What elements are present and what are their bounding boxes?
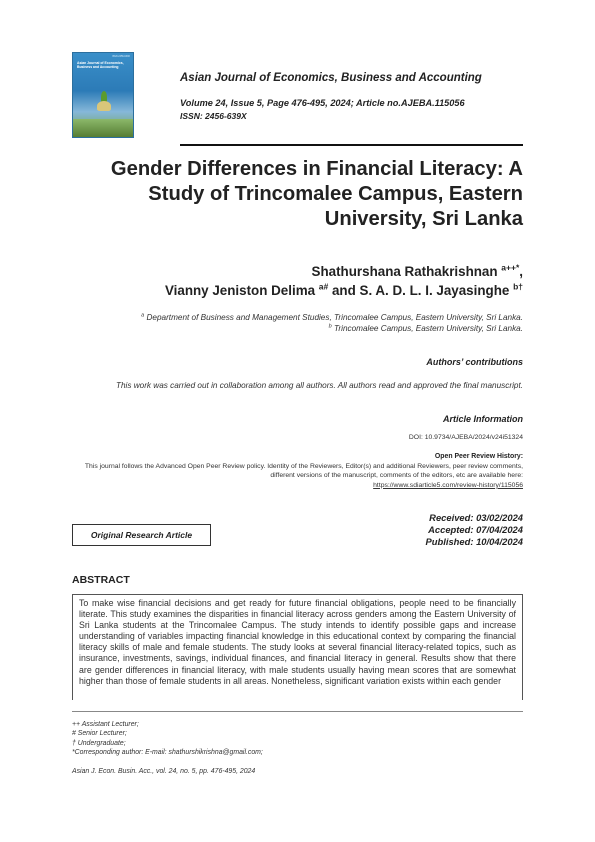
cover-issn: ISSN 2456-639X [112,55,130,58]
article-title: Gender Differences in Financial Literacy: A Study of Trincomalee Campus, Eastern University, Sri Lanka [110,158,523,230]
header-rule [180,144,523,146]
citation: Asian J. Econ. Busin. Acc., vol. 24, no. 5, pp. 476-495, 2024 [72,768,256,775]
affiliation-item [93,323,523,334]
journal-issn: ISSN: 2456-639X [180,111,247,121]
author-separator: , [519,264,523,279]
abstract-box [72,594,523,700]
journal-name: Asian Journal of Economics, Business and Accounting [180,72,482,84]
author-list [63,262,523,300]
accepted-date: Accepted: 07/04/2024 [428,524,523,535]
author-affiliation-mark: a# [318,281,329,292]
author-affiliation-mark: a++* [501,262,520,273]
published-date: Published: 10/04/2024 [425,536,523,547]
author-name: S. A. D. L. I. Jayasinghe [359,283,510,298]
abstract-text: To make wise financial decisions and get ready for future financial obligations, people need to be financially literate. This study examines the disparities in financial literacy across genders among the Eastern University of Sri Lanka students at the Trincomalee Campus. The study intends to identify possible gaps and increase understanding of variables impacting financial knowledge in this educational context by comparing the financial literacy skills of male and female students. The study looks at several financial literacy-related topics, such as insurance, investments, savings, individual finances, and financial literacy in general. Results show that there are gender differences in financial literacy, with male students usually having mean scores that are somewhat higher than those of female students in all areas. Nonetheless, significant variation exists within each gender [79,598,516,686]
footnote-item: † Undergraduate; [72,739,126,747]
affiliation-text: Trincomalee Campus, Eastern University, Sri Lanka. [334,324,523,334]
peer-review-description: This journal follows the Advanced Open Peer Review policy. Identity of the Reviewers, Editor(s) and additional Reviewers, peer review comments, different versions of the manuscript, comments of the editors, etc are available here: [84,463,523,480]
peer-review-text [71,462,523,490]
affiliation-text: Department of Business and Management Studies, Trincomalee Campus, Eastern University, Sri Lanka. [146,313,523,322]
received-date: Received: 03/02/2024 [429,512,523,523]
journal-cover-image [72,52,134,138]
peer-review-link[interactable]: https://www.sdiarticle5.com/review-history/115056 [373,481,523,489]
footnotes [72,720,523,757]
affiliations [93,312,523,335]
footnote-item: # Senior Lecturer; [72,730,127,738]
affiliation-mark: b [328,323,332,330]
cover-title: Asian Journal of Economics, Business and Accounting [77,61,124,70]
affiliation-item [93,312,523,323]
contributions-heading: Authors’ contributions [426,357,523,367]
doi: DOI: 10.9734/AJEBA/2024/v24i51324 [408,434,523,441]
journal-issue: Volume 24, Issue 5, Page 476-495, 2024; Article no.AJEBA.115056 [180,98,465,108]
author-separator: and [328,283,356,298]
author-name: Shathurshana Rathakrishnan [311,264,498,279]
cover-coin-graphic [97,101,111,111]
article-type-badge: Original Research Article [72,524,211,546]
footnote-rule [72,711,523,712]
author-affiliation-mark: b† [513,281,523,292]
footnote-item: ++ Assistant Lecturer; [72,721,139,728]
cover-grass-graphic [73,119,133,137]
author-name: Vianny Jeniston Delima [164,283,316,298]
abstract-heading: ABSTRACT [72,574,130,586]
article-dates [426,512,523,548]
contributions-text: This work was carried out in collaboration among all authors. All authors read and approved the final manuscript. [115,381,523,390]
affiliation-mark: a [141,312,145,319]
peer-review-heading: Open Peer Review History: [434,453,523,460]
footnote-item: *Corresponding author: E-mail: shathurshikrishna@gmail.com; [72,748,263,756]
article-info-heading: Article Information [442,414,523,424]
